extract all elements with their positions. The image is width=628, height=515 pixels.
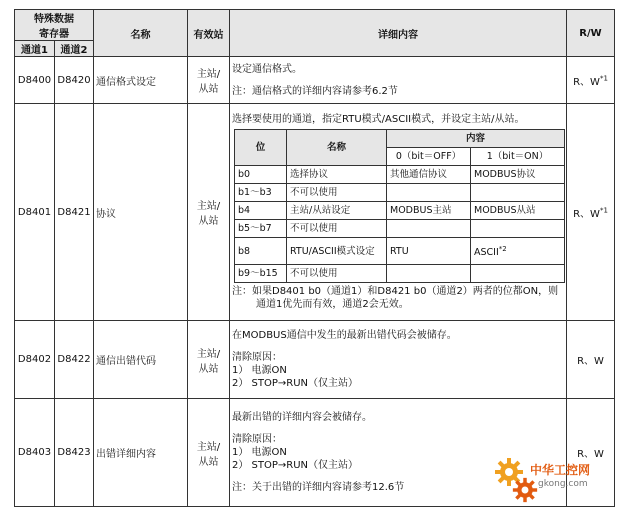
station-cell — [188, 57, 230, 104]
station-line1: 主站/ — [196, 348, 221, 360]
off-cell — [387, 184, 471, 202]
bit-cell: b0 — [235, 166, 287, 184]
station-line2: 从站 — [198, 456, 219, 468]
name-cell: 协议 — [94, 104, 188, 321]
on-cell — [471, 238, 565, 265]
channel1-cell: D8400 — [15, 57, 55, 104]
rw-cell — [567, 321, 615, 399]
special-register-header-line2: 寄存器 — [39, 29, 69, 40]
detail-line: 清除原因： — [232, 434, 282, 445]
station-line2: 从站 — [198, 216, 219, 227]
table-row — [15, 104, 615, 321]
table-row — [15, 321, 615, 399]
bit-name-cell: 不可以使用 — [287, 220, 387, 238]
station-line2: 从站 — [198, 84, 219, 95]
table-row — [15, 57, 615, 104]
bit-row — [235, 220, 565, 238]
bit-cell: b5～b7 — [235, 220, 287, 238]
station-line1: 主站/ — [196, 201, 221, 212]
station-cell — [188, 399, 230, 507]
rw-footnote: *1 — [599, 206, 608, 215]
watermark-en: gkong.com — [538, 479, 588, 489]
detail-intro: 选择要使用的通道，指定RTU模式/ASCII模式，并设定主站/从站。 — [232, 114, 525, 125]
detail-line: 清除原因： — [232, 352, 282, 363]
detail-spacer — [232, 76, 564, 85]
off-cell — [387, 265, 471, 283]
detail-cell — [230, 57, 567, 104]
bit-name-cell: RTU/ASCII模式设定 — [287, 238, 387, 265]
special-register-header — [15, 10, 94, 41]
bit-cell: b1～b3 — [235, 184, 287, 202]
channel2-header: 通道2 — [55, 41, 94, 57]
channel2-cell: D8421 — [55, 104, 94, 321]
channel1-header: 通道1 — [15, 41, 55, 57]
name-cell: 通信出错代码 — [94, 321, 188, 399]
off-cell: RTU — [387, 238, 471, 265]
detail-line: 在MODBUS通信中发生的最新出错代码会被储存。 — [232, 330, 457, 341]
watermark-cn: 中华工控网 — [530, 463, 591, 477]
bit-cell: b9～b15 — [235, 265, 287, 283]
bit-name-cell: 主站/从站设定 — [287, 202, 387, 220]
channel1-cell: D8401 — [15, 104, 55, 321]
bit-name-cell: 选择协议 — [287, 166, 387, 184]
detail-spacer — [232, 342, 564, 351]
bit-name-header: 名称 — [287, 130, 387, 166]
valid-station-header: 有效站 — [188, 10, 230, 57]
special-data-register-table — [14, 9, 615, 507]
detail-line: 2） STOP→RUN（仅主站） — [232, 378, 359, 389]
detail-line: 1） 电源ON — [232, 447, 287, 458]
name-cell: 通信格式设定 — [94, 57, 188, 104]
rw-cell — [567, 104, 615, 321]
bit-row — [235, 238, 565, 265]
bit-name-cell: 不可以使用 — [287, 265, 387, 283]
detail-note: 注：如果D8401 b0（通道1）和D8421 b0（通道2）两者的位都ON，则 — [232, 286, 559, 297]
station-cell — [188, 321, 230, 399]
bit-row — [235, 265, 565, 283]
rw-value: R、W — [577, 356, 604, 367]
off-cell: 其他通信协议 — [387, 166, 471, 184]
on-value: ASCII — [474, 247, 499, 259]
bit-name-cell: 不可以使用 — [287, 184, 387, 202]
channel1-cell: D8402 — [15, 321, 55, 399]
off-header: 0（bit＝OFF） — [387, 148, 471, 166]
station-cell — [188, 104, 230, 321]
bit-cell: b4 — [235, 202, 287, 220]
detail-spacer — [232, 424, 564, 433]
detail-note: 注：通信格式的详细内容请参考6.2节 — [232, 85, 398, 97]
rw-cell — [567, 57, 615, 104]
on-footnote: *2 — [498, 244, 507, 253]
off-cell — [387, 220, 471, 238]
special-register-header-line1: 特殊数据 — [34, 14, 74, 25]
bit-row — [235, 184, 565, 202]
on-cell: MODBUS协议 — [471, 166, 565, 184]
detail-note: 注：关于出错的详细内容请参考12.6节 — [232, 482, 405, 493]
channel1-cell: D8403 — [15, 399, 55, 507]
on-cell — [471, 184, 565, 202]
gear-icon — [512, 477, 538, 503]
detail-line: 最新出错的详细内容会被储存。 — [232, 412, 372, 423]
on-cell: MODBUS从站 — [471, 202, 565, 220]
bit-row — [235, 202, 565, 220]
station-line2: 从站 — [198, 363, 219, 375]
bit-assignment-table — [234, 129, 565, 283]
rw-value: R、W — [577, 449, 604, 460]
on-cell — [471, 220, 565, 238]
channel2-cell: D8420 — [55, 57, 94, 104]
on-cell — [471, 265, 565, 283]
station-line1: 主站/ — [196, 69, 221, 80]
detail-line: 2） STOP→RUN（仅主站） — [232, 460, 359, 471]
bit-header: 位 — [235, 130, 287, 166]
watermark-logo — [490, 455, 620, 510]
content-header: 内容 — [387, 130, 565, 148]
bit-row — [235, 166, 565, 184]
rw-value: R、W — [573, 208, 600, 220]
station-line1: 主站/ — [196, 441, 221, 453]
name-header: 名称 — [94, 10, 188, 57]
off-cell: MODBUS主站 — [387, 202, 471, 220]
bit-cell: b8 — [235, 238, 287, 265]
on-header: 1（bit＝ON） — [471, 148, 565, 166]
detail-line: 设定通信格式。 — [232, 63, 302, 75]
detail-cell — [230, 321, 567, 399]
detail-note: 通道1优先而有效，通道2会无效。 — [256, 299, 409, 310]
rw-value: R、W — [573, 76, 600, 88]
channel2-cell: D8422 — [55, 321, 94, 399]
name-cell: 出错详细内容 — [94, 399, 188, 507]
detail-cell — [230, 104, 567, 321]
rw-footnote: *1 — [599, 74, 608, 83]
rw-header: R/W — [567, 10, 615, 57]
detail-header: 详细内容 — [230, 10, 567, 57]
detail-line: 1） 电源ON — [232, 365, 287, 376]
channel2-cell: D8423 — [55, 399, 94, 507]
